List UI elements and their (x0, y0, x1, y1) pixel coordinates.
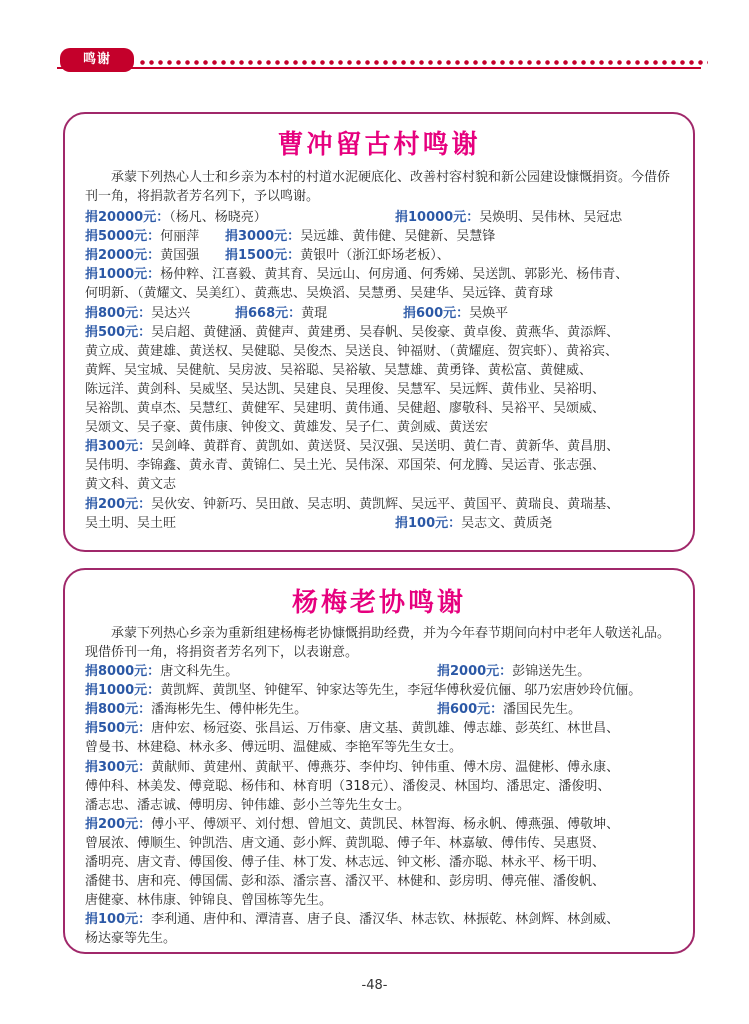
donor-names: 黄琨 (301, 305, 328, 321)
donor-names: 唐文科先生。 (160, 664, 239, 679)
donor-names: 吴焕明、吴伟林、吴冠忠 (479, 210, 623, 225)
header-dots (138, 58, 708, 67)
section-caochong (63, 112, 695, 552)
page-number: -48- (361, 978, 388, 993)
donor-entry (85, 456, 605, 475)
intro-line: 年人敬送礼品。现借侨刊一角，将捐资者芳名列下，以表谢意。 (85, 626, 671, 660)
donor-names: 黄国强 (160, 248, 200, 264)
donor-entry (225, 227, 495, 246)
section-title: 曹冲留古村鸣谢 (277, 130, 481, 160)
donor-entry (85, 834, 605, 853)
donor-entry (85, 437, 619, 456)
donation-amount: 捐5000元： (85, 229, 161, 245)
donor-entry (85, 495, 619, 514)
donor-names: 李利通、唐仲和、潭清喜、唐子良、潘汉华、林志钦、林振乾、林剑辉、林剑威、 (151, 912, 620, 928)
donor-names: 吴达兴 (151, 305, 191, 321)
donor-entry (85, 418, 488, 437)
donor-entry (85, 265, 628, 284)
donor-names: 潘海彬先生、傅仲彬先生。 (151, 702, 308, 718)
donation-amount: 捐300元： (85, 759, 152, 775)
donor-names: 彭锦送先生。 (512, 664, 591, 679)
donor-entry (85, 853, 605, 872)
donor-names: 杨仲粹、江喜毅、黄其育、吴远山、何房通、何秀娣、吴送凯、郭影光、杨伟青、 (160, 267, 629, 283)
section-intro (85, 624, 677, 662)
donor-names: 吴志文、黄质尧 (461, 515, 553, 531)
donation-amount: 捐300元： (85, 439, 152, 455)
section-title: 杨梅老协鸣谢 (291, 588, 466, 618)
donor-names: 傅仲科、林美发、傅竟聪、杨伟和、林育明（318元）、潘俊灵、林国均、潘思定、潘俊明、 (85, 778, 611, 794)
donor-entry (437, 700, 581, 719)
donor-names: 吴裕凯、黄卓杰、吴慧红、黄健军、吴建明、黄伟通、吴健超、廖敬科、吴裕平、吴颂威、 (85, 401, 606, 416)
donor-entry (85, 777, 610, 796)
intro-line: 承蒙下列热心乡亲为重新组建杨梅老协慷慨捐助经费，并为今年春节期间向村中老 (111, 626, 580, 641)
donor-entry (225, 246, 450, 265)
donor-entry (437, 662, 590, 681)
donation-amount: 捐500元： (85, 324, 152, 340)
donor-entry (235, 304, 327, 323)
donation-amount: 捐2000元： (85, 248, 161, 264)
donor-names: 陈远洋、黄剑科、吴威坚、吴达凯、吴建良、吴理俊、吴慧军、吴远辉、黄伟业、吴裕明、 (85, 381, 606, 397)
donor-names: 曾曼书、林建稳、林永多、傅远明、温健威、李艳军等先生女士。 (85, 740, 463, 756)
donation-amount: 捐800元： (85, 702, 152, 718)
donor-names: 黄立成、黄建雄、黄送权、吴健聪、吴俊杰、吴送良、钟福财、（黄耀庭、贺宾虾）、黄裕宾、 (85, 343, 619, 359)
donor-entry (85, 323, 619, 342)
donor-entry (395, 514, 552, 533)
donor-entry (85, 380, 605, 399)
donor-names: 吴伟明、李锦鑫、黄永青、黄锦仁、吴土光、吴伟深、邓国荣、何龙腾、吴运青、张志强、 (85, 458, 606, 474)
donor-entry (85, 719, 619, 738)
donor-names: 吴颂文、吴子豪、黄伟康、钟俊文、黄雄发、吴子仁、黄剑威、黄送宏 (85, 420, 489, 436)
donor-names: 潘明亮、唐文青、傅国俊、傅子佳、林丁发、林志远、钟文彬、潘亦聪、林永平、杨干明、 (85, 855, 606, 870)
donor-entry (85, 361, 592, 380)
donor-entry (85, 227, 199, 246)
header-tag: 鸣谢 (60, 48, 134, 72)
donor-names: 吴伙安、钟新巧、吴田啟、吴志明、黄凯辉、吴远平、黄国平、黄瑞良、黄瑞基、 (151, 496, 620, 512)
donor-names: 何丽萍 (160, 229, 200, 245)
donor-names: 杨达豪等先生。 (85, 931, 177, 947)
donor-names: 黄文科、黄文志 (85, 477, 177, 493)
donation-amount: 捐200元： (85, 496, 152, 512)
donor-names: 黄凯辉、黄凯坚、钟健军、钟家达等先生，李冠华傅秋爱伉俪、邬乃宏唐妙玲伉俪。 (160, 683, 642, 699)
donor-names: 黄银叶（浙江虾场老板）、 (300, 248, 450, 264)
donor-names: （杨凡、杨晓亮） (169, 210, 267, 225)
donor-entry (85, 872, 605, 891)
donor-names: 潘国民先生。 (503, 702, 582, 718)
donor-entry (85, 475, 176, 494)
donor-names: 吴土明、吴土旺 (85, 515, 177, 531)
donation-amount: 捐600元： (403, 305, 470, 321)
donation-amount: 捐100元： (85, 912, 152, 928)
donor-entry (85, 758, 619, 777)
donor-entry (85, 662, 238, 681)
donation-amount: 捐668元： (235, 305, 302, 321)
donor-names: 吴焕平 (469, 305, 509, 321)
donation-amount: 捐1500元： (225, 248, 301, 264)
donor-entry (85, 342, 618, 361)
donor-entry (85, 910, 619, 929)
donation-amount: 捐100元： (395, 515, 462, 531)
donor-names: 唐健豪、林伟康、钟锦良、曾国栋等先生。 (85, 893, 333, 909)
donor-entry (85, 399, 605, 418)
donor-entry (85, 514, 176, 533)
donation-amount: 捐500元： (85, 721, 152, 737)
section-intro (85, 168, 677, 206)
header-rule (57, 67, 701, 69)
donor-entry (85, 284, 553, 303)
intro-line: 捐资。今借侨刊一角，将捐款者芳名列下，予以鸣谢。 (85, 170, 671, 204)
donor-entry (85, 700, 307, 719)
intro-line: 承蒙下列热心人士和乡亲为本村的村道水泥硬底化、改善村容村貌和新公园建设慷慨 (111, 170, 593, 185)
donor-entry (85, 815, 619, 834)
donor-entry (85, 246, 199, 265)
donation-amount: 捐3000元： (225, 229, 301, 245)
donor-entry (395, 208, 622, 227)
donor-names: 吴剑峰、黄群育、黄凯如、黄送贤、吴汉强、吴送明、黄仁青、黄新华、黄昌朋、 (151, 439, 620, 455)
donor-entry (85, 208, 267, 227)
donor-entry (85, 891, 332, 910)
donor-entry (85, 304, 190, 323)
donor-names: 潘健书、唐和亮、傅国儒、彭和添、潘宗喜、潘汉平、林健和、彭房明、傅亮催、潘俊帆、 (85, 874, 606, 890)
section-yangmei (63, 568, 695, 954)
donor-entry (403, 304, 508, 323)
donation-amount: 捐2000元： (437, 664, 513, 679)
donation-amount: 捐1000元： (85, 683, 161, 699)
donation-amount: 捐8000元： (85, 664, 161, 679)
donation-amount: 捐1000元： (85, 267, 161, 283)
donor-entry (85, 796, 410, 815)
donation-amount: 捐200元： (85, 816, 152, 832)
donation-amount: 捐10000元： (395, 210, 480, 225)
donor-names: 何明新、（黄耀文、吴美红）、黄燕忠、吴焕滔、吴慧勇、吴建华、吴远锋、黄育球 (85, 286, 554, 302)
donor-names: 唐仲宏、杨冠姿、张昌运、万伟豪、唐文基、黄凯雄、傅志雄、彭英红、林世昌、 (151, 721, 620, 737)
donor-names: 曾展浓、傅顺生、钟凯浩、唐文通、彭小辉、黄凯聪、傅子年、林嘉敏、傅伟传、吴惠贤、 (85, 835, 606, 851)
donor-names: 黄辉、吴宝城、吴健航、吴房波、吴裕聪、吴裕敏、吴慧雄、黄勇锋、黄松富、黄健威、 (85, 362, 593, 378)
donor-entry (85, 738, 462, 757)
donation-amount: 捐20000元： (85, 210, 170, 225)
donation-amount: 捐800元： (85, 305, 152, 321)
donor-names: 黄献师、黄建州、黄献平、傅燕芬、李仲均、钟伟重、傅木房、温健彬、傅永康、 (151, 759, 620, 775)
donor-entry (85, 929, 176, 948)
donor-names: 吴启超、黄健涵、黄健声、黄建勇、吴春帆、吴俊豪、黄卓俊、黄燕华、黄添辉、 (151, 324, 620, 340)
donor-names: 傅小平、傅颂平、刘付想、曾旭文、黄凯民、林智海、杨永帆、傅燕强、傅敬坤、 (151, 816, 620, 832)
donor-entry (85, 681, 641, 700)
donor-names: 吴远雄、黄伟健、吴健新、吴慧锋 (300, 229, 496, 245)
donation-amount: 捐600元： (437, 702, 504, 718)
donor-names: 潘志忠、潘志诚、傅明房、钟伟雄、彭小兰等先生女士。 (85, 797, 411, 813)
